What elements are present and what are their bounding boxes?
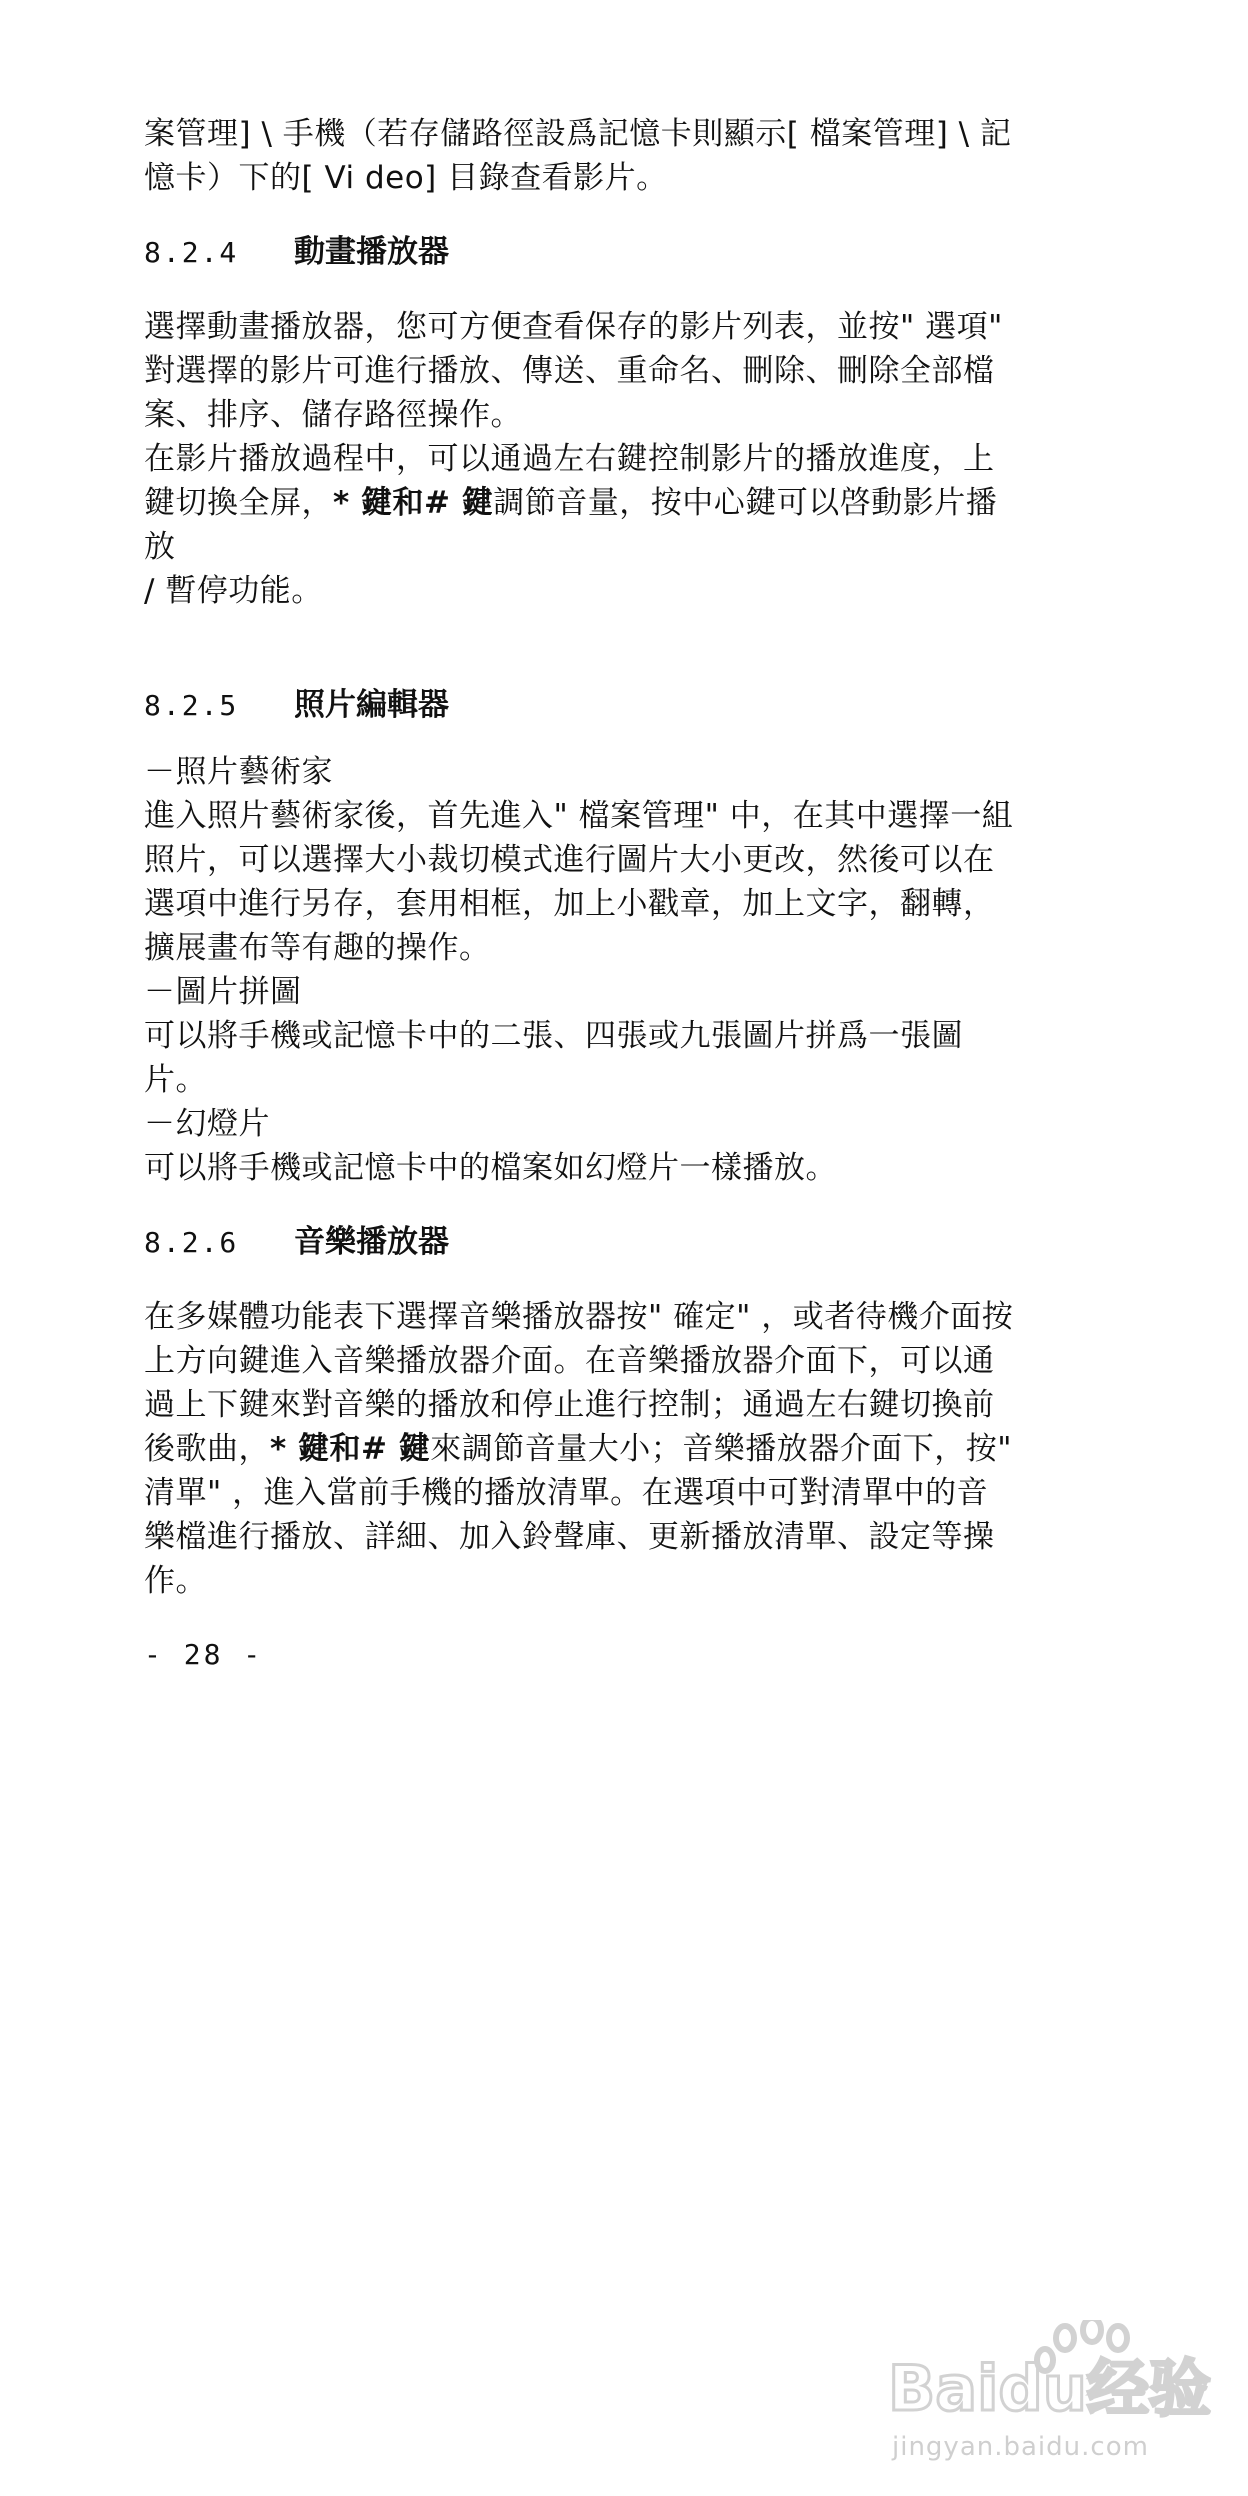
section-title: 照片編輯器	[294, 687, 449, 723]
paragraph-line: 照片，可以選擇大小裁切模式進行圖片大小更改，然後可以在	[144, 842, 995, 878]
paragraph-line: 可以將手機或記憶卡中的二張、四張或九張圖片拼爲一張圖	[144, 1018, 963, 1054]
text-run: 後歌曲，	[144, 1431, 270, 1467]
paragraph-line: 可以將手機或記憶卡中的檔案如幻燈片一樣播放。	[144, 1150, 837, 1186]
paragraph-line: 樂檔進行播放、詳細、加入鈴聲庫、更新播放清單、設定等操	[144, 1519, 995, 1555]
paragraph-line: 選擇動畫播放器，您可方便查看保存的影片列表，並按" 選項"	[144, 309, 1003, 345]
section-title: 動畫播放器	[294, 234, 449, 270]
section-heading-8-2-4	[144, 230, 1024, 275]
svg-text:Baidu经验: Baidu经验	[888, 2352, 1211, 2425]
paragraph-line: 片。	[144, 1062, 207, 1098]
paragraph-line: / 暫停功能。	[144, 573, 323, 609]
key-names-bold: * 鍵和# 鍵	[333, 485, 494, 521]
paragraph-line: 在影片播放過程中，可以通過左右鍵控制影片的播放進度，上	[144, 441, 995, 477]
section-number: 8.2.6	[144, 1226, 239, 1259]
baidu-jingyan-watermark	[880, 2320, 1220, 2470]
text-run: 鍵切換全屏，	[144, 485, 333, 521]
section-title: 音樂播放器	[294, 1224, 449, 1260]
paragraph-line: 案、排序、儲存路徑操作。	[144, 397, 522, 433]
section-number: 8.2.4	[144, 236, 239, 269]
subsection-heading: －照片藝術家	[144, 754, 333, 790]
paragraph-line: 作。	[144, 1563, 207, 1599]
paragraph-line: 對選擇的影片可進行播放、傳送、重命名、刪除、刪除全部檔	[144, 353, 995, 389]
section-heading-8-2-5	[144, 683, 1024, 728]
baidu-paw-logo-icon	[880, 2320, 1220, 2430]
page-number: - 28 -	[144, 1638, 264, 1671]
paragraph-line: 上方向鍵進入音樂播放器介面。在音樂播放器介面下，可以通	[144, 1343, 995, 1379]
intro-line-1: 案管理] \ 手機（若存儲路徑設爲記憶卡則顯示[ 檔案管理] \ 記	[144, 116, 1012, 152]
document-body	[144, 112, 1024, 1677]
section-heading-8-2-6	[144, 1220, 1024, 1265]
key-names-bold: * 鍵和# 鍵	[270, 1431, 431, 1467]
intro-line-2: 憶卡）下的[ Vi deo] 目錄查看影片。	[144, 160, 668, 196]
section-number: 8.2.5	[144, 689, 239, 722]
text-run: 調節音量，按中心鍵可以啓動影片播放	[144, 485, 998, 565]
paragraph-line: 進入照片藝術家後，首先進入" 檔案管理" 中，在其中選擇一組	[144, 798, 1014, 834]
paragraph-line: 清單" ，進入當前手機的播放清單。在選項中可對清單中的音	[144, 1475, 989, 1511]
paragraph-line: 選項中進行另存，套用相框，加上小戳章，加上文字，翻轉，	[144, 886, 995, 922]
paragraph-line: 擴展畫布等有趣的操作。	[144, 930, 491, 966]
paragraph-line: 過上下鍵來對音樂的播放和停止進行控制；通過左右鍵切換前	[144, 1387, 995, 1423]
subsection-heading: －幻燈片	[144, 1106, 270, 1142]
paragraph-line: 在多媒體功能表下選擇音樂播放器按" 確定" ，或者待機介面按	[144, 1299, 1014, 1335]
paragraph-line	[144, 1427, 1024, 1471]
text-run: 來調節音量大小；音樂播放器介面下，按"	[430, 1431, 1013, 1467]
watermark-url: jingyan.baidu.com	[892, 2432, 1149, 2462]
paragraph-line	[144, 481, 1024, 569]
subsection-heading: －圖片拼圖	[144, 974, 302, 1010]
